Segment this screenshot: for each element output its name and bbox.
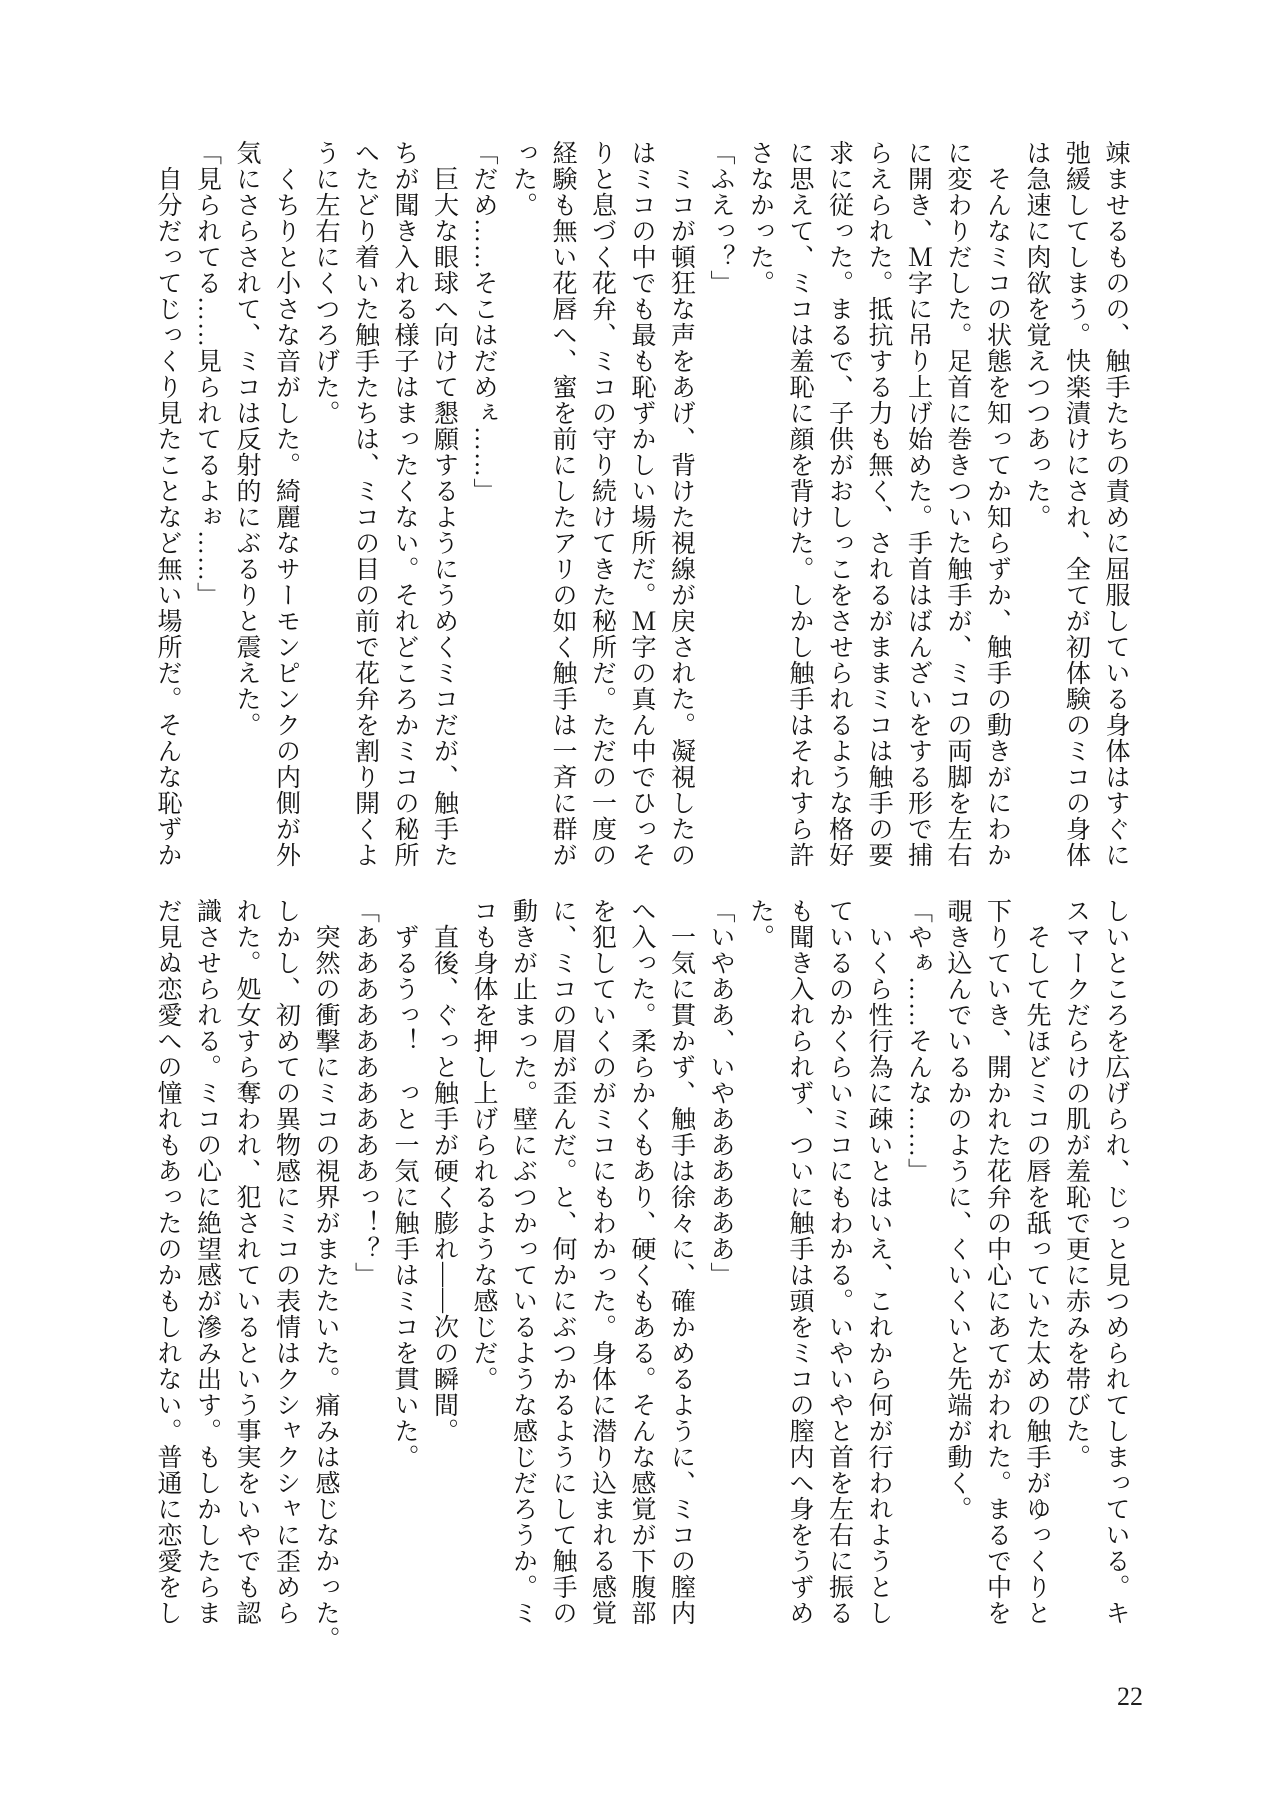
text-column: 識させられる。ミコの心に絶望感が滲み出す。もしかしたらま — [193, 898, 221, 1626]
page-number: 22 — [1117, 1682, 1143, 1711]
text-column: 「いやああ、いやああああああ」 — [707, 898, 734, 1288]
text-column: 動きが止まった。壁にぶつかっているような感じだろうか。ミ — [509, 898, 537, 1626]
text-column: 「だめ……そこはだめぇ……」 — [470, 140, 497, 504]
text-column: 竦ませるものの、触手たちの責めに屈服している身体はすぐに — [1102, 140, 1129, 868]
text-column: た。 — [746, 898, 774, 950]
text-column: そんなミコの状態を知ってか知らずか、触手の動きがにわか — [983, 140, 1011, 868]
text-column: 突然の衝撃にミコの視界がまたたいた。痛みは感じなかった。 — [312, 898, 339, 1652]
text-column: ちが聞き入れる様子はまったくない。それどころかミコの秘所 — [391, 140, 418, 868]
text-column: に思えて、ミコは羞恥に顔を背けた。しかし触手はそれすら許 — [786, 140, 813, 868]
bottom-text-block — [148, 898, 1136, 1652]
text-column: くちりと小さな音がした。綺麗なサーモンピンクの内側が外 — [272, 140, 300, 868]
text-column: うに左右にくつろげた。 — [312, 140, 339, 426]
text-column: いくら性行為に疎いとはいえ、これから何が行われようとし — [865, 898, 892, 1626]
text-column: しかし、初めての異物感にミコの表情はクシャクシャに歪めら — [272, 898, 300, 1626]
text-column: 経験も無い花唇へ、蜜を前にしたアリの如く触手は一斉に群が — [549, 140, 576, 868]
text-column: に開き、Ｍ字に吊り上げ始めた。手首はばんざいをする形で捕 — [904, 140, 932, 868]
text-column: も聞き入れられず、ついに触手は頭をミコの膣内へ身をうずめ — [786, 898, 813, 1626]
text-column: コも身体を押し上げられるような感じだ。 — [470, 898, 497, 1392]
text-column: った。 — [509, 140, 537, 218]
text-column: 自分だってじっくり見たことなど無い場所だ。そんな恥ずか — [154, 140, 181, 868]
text-column: 「やぁ……そんな……」 — [904, 898, 932, 1184]
text-column: を犯していくのがミコにもわかった。身体に潜り込まれる感覚 — [588, 898, 616, 1626]
text-column: 一気に貫かず、触手は徐々に、確かめるように、ミコの膣内 — [667, 898, 695, 1626]
top-text-block — [148, 140, 1136, 870]
text-column: 気にさらされて、ミコは反射的にぶるりと震えた。 — [233, 140, 260, 738]
text-column: ずるうっ！ っと一気に触手はミコを貫いた。 — [391, 898, 418, 1470]
text-column: 覗き込んでいるかのように、くいくいと先端が動く。 — [944, 898, 971, 1522]
text-column: 弛緩してしまう。快楽漬けにされ、全てが初体験のミコの身体 — [1062, 140, 1090, 868]
text-column: は急速に肉欲を覚えつつあった。 — [1023, 140, 1050, 530]
text-column: 巨大な眼球へ向けて懇願するようにうめくミコだが、触手た — [430, 140, 458, 868]
text-column: さなかった。 — [746, 140, 774, 296]
text-column: 下りていき、開かれた花弁の中心にあてがわれた。まるで中を — [983, 898, 1011, 1626]
text-column: 「ああああああああああっ！？」 — [351, 898, 379, 1288]
text-column: に、ミコの眉が歪んだ。と、何かにぶつかるようにして触手の — [549, 898, 576, 1626]
text-column: へ入った。柔らかくもあり、硬くもある。そんな感覚が下腹部 — [628, 898, 655, 1626]
text-column: スマークだらけの肌が羞恥で更に赤みを帯びた。 — [1062, 898, 1090, 1470]
text-column: りと息づく花弁、ミコの守り続けてきた秘所だ。ただの一度の — [588, 140, 616, 868]
text-column: 直後、ぐっと触手が硬く膨れ――次の瞬間。 — [430, 898, 458, 1444]
text-column: そして先ほどミコの唇を舐っていた太めの触手がゆっくりと — [1023, 898, 1050, 1626]
text-column: だ見ぬ恋愛への憧れもあったのかもしれない。普通に恋愛をし — [154, 898, 181, 1626]
text-column: れた。処女すら奪われ、犯されているという事実をいやでも認 — [233, 898, 260, 1626]
text-column: はミコの中でも最も恥ずかしい場所だ。Ｍ字の真ん中でひっそ — [628, 140, 655, 868]
text-column: ミコが頓狂な声をあげ、背けた視線が戻された。凝視したの — [667, 140, 695, 868]
text-column: 「ふえっ？」 — [707, 140, 734, 296]
text-column: 求に従った。まるで、子供がおしっこをさせられるような格好 — [825, 140, 853, 868]
text-column: しいところを広げられ、じっと見つめられてしまっている。キ — [1102, 898, 1129, 1626]
text-column: 「見られてる……見られてるよぉ……」 — [193, 140, 221, 608]
text-column: に変わりだした。足首に巻きついた触手が、ミコの両脚を左右 — [944, 140, 971, 868]
text-column: へたどり着いた触手たちは、ミコの目の前で花弁を割り開くよ — [351, 140, 379, 868]
text-column: らえられた。抵抗する力も無く、されるがままミコは触手の要 — [865, 140, 892, 868]
text-column: ているのかくらいミコにもわかる。いやいやと首を左右に振る — [825, 898, 853, 1626]
